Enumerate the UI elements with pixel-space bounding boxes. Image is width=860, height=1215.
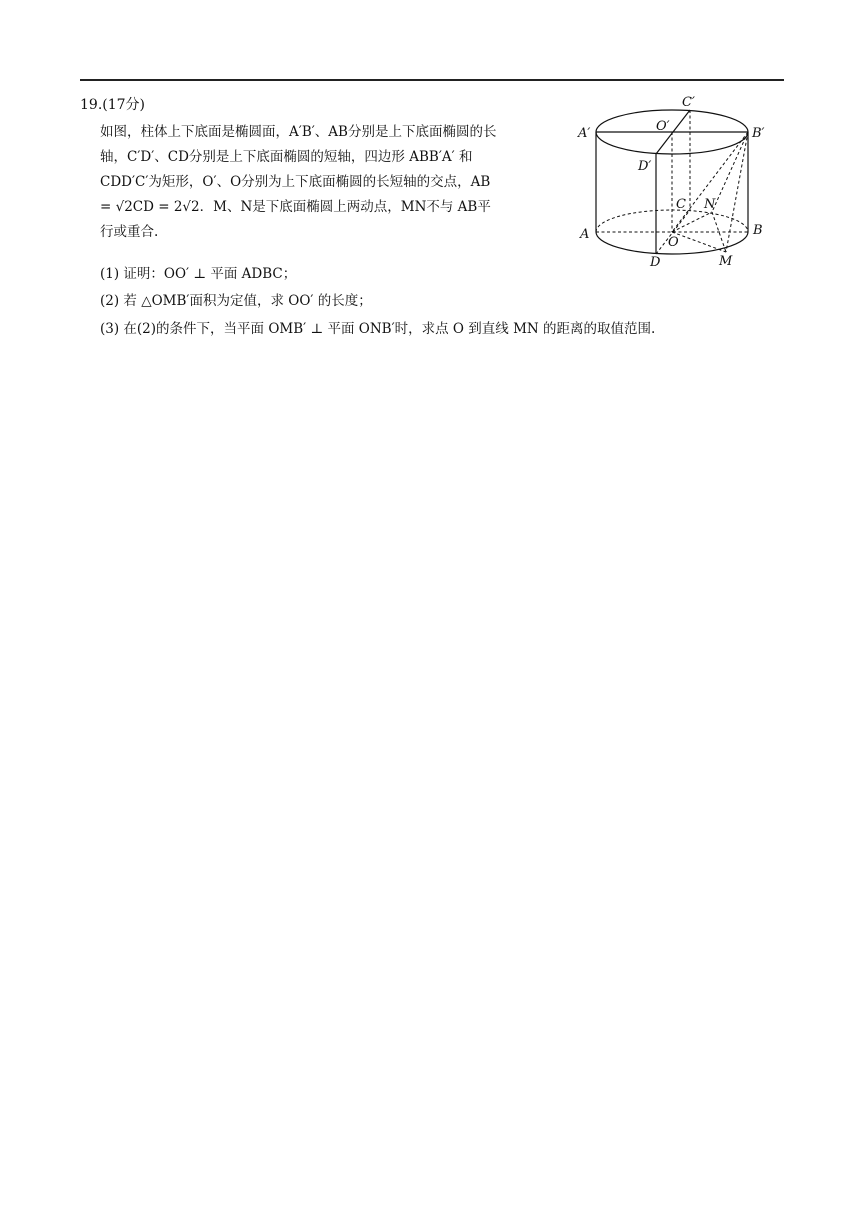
label-O: O [668, 235, 679, 250]
part-3: (3) 在(2)的条件下，当平面 OMB′ ⊥ 平面 ONB′时，求点 O 到直线 MN 的距离的取值范围. [100, 321, 656, 337]
label-N: N [704, 197, 716, 212]
label-Oprime: O′ [656, 119, 670, 134]
body-line: 轴，C′D′、CD分别是上下底面椭圆的短轴，四边形 ABB′A′ 和 [100, 149, 473, 165]
label-C: C [676, 197, 686, 212]
question-header [80, 94, 145, 114]
label-D: D [650, 255, 661, 270]
body-line: 如图，柱体上下底面是椭圆面，A′B′、AB分别是上下底面椭圆的长 [100, 124, 497, 140]
label-A: A [580, 227, 590, 242]
label-Dprime: D′ [638, 159, 652, 174]
label-M: M [719, 254, 733, 269]
body-line: CDD′C′为矩形，O′、O分别为上下底面椭圆的长短轴的交点，AB [100, 174, 491, 190]
seg-BprimeM [726, 132, 748, 252]
question-points: (17分) [102, 97, 146, 113]
label-Aprime: A′ [578, 126, 591, 141]
part-1: (1) 证明：OO′ ⊥ 平面 ADBC； [100, 266, 297, 282]
question-number: 19. [80, 97, 103, 113]
label-Bprime: B′ [752, 126, 765, 141]
top-rule [80, 79, 784, 81]
seg-BprimeO [672, 132, 748, 232]
body-line: 行或重合. [100, 224, 159, 240]
seg-ON [672, 212, 712, 232]
part-2: (2) 若 △OMB′面积为定值，求 OO′ 的长度； [100, 293, 372, 309]
body-line: = √2CD = 2√2．M、N是下底面椭圆上两动点，MN不与 AB平 [100, 199, 491, 215]
label-B: B [753, 223, 763, 238]
question-body [100, 120, 562, 245]
label-Cprime: C′ [682, 95, 695, 110]
geometry-figure [572, 92, 772, 272]
